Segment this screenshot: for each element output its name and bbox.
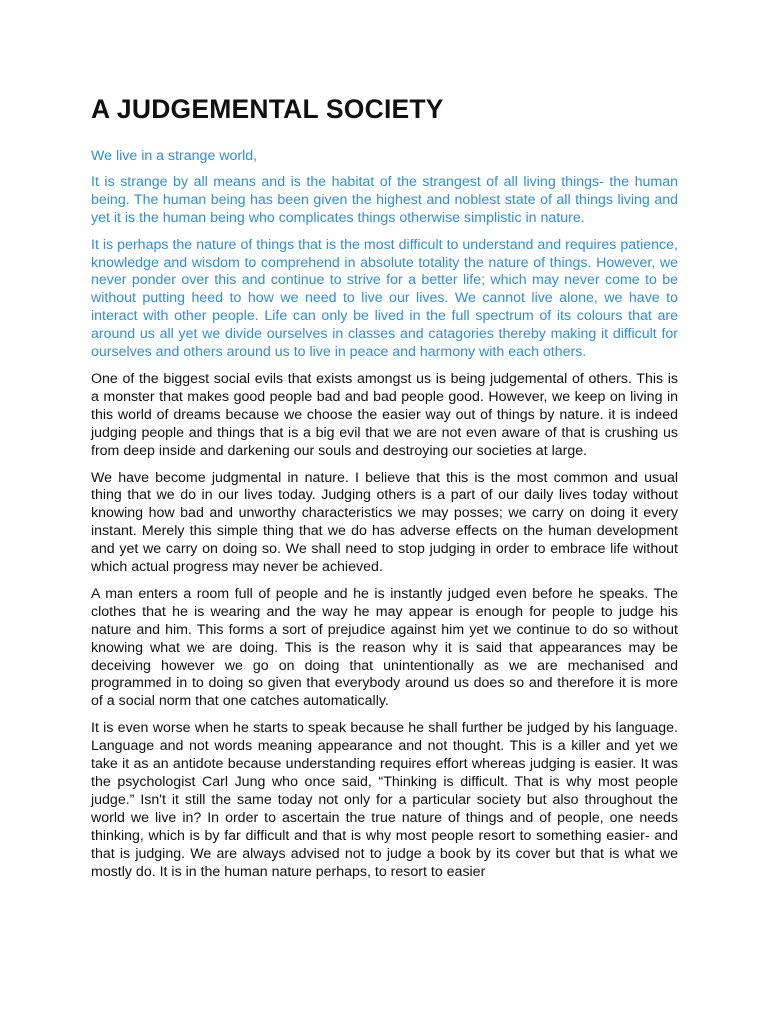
paragraph-social-evils: One of the biggest social evils that exists amongst us is being judgemental of others. This is a monster that makes good people bad and bad people good. However, we keep on living in this world of dreams because we choose the easier way out of things by nature. it is indeed judging people and things that is a big evil that we are not even aware of that is crushing us from deep inside and darkening our souls and destroying our societies at large. bbox=[91, 370, 678, 459]
document-title: A JUDGEMENTAL SOCIETY bbox=[91, 94, 444, 124]
paragraph-man-enters-room: A man enters a room full of people and he is instantly judged even before he speaks. The clothes that he is wearing and the way he may appear is enough for people to judge his nature and him. This forms a sort of prejudice against him yet we continue to do so without knowing what we are doing. This is the reason why it is said that appearances may be deceiving however we go on doing that unintentionally as we are mechanised and programmed in to doing so given that everybody around us does so and therefore it is more of a social norm that one catches automatically. bbox=[91, 585, 678, 710]
paragraph-language-judgement: It is even worse when he starts to speak because he shall further be judged by his language. Language and not words meaning appearance and not thought. This is a killer and yet we take it as an antidote because understanding requires effort whereas judging is easier. It was the psychologist Carl Jung who once said, “Thinking is difficult. That is why most people judge.” Isn't it still the same today not only for a particular society but also throughout the world we live in? In order to ascertain the true nature of things and of people, one needs thinking, which is by far difficult and that is why most people resort to something easier- and that is judging. We are always advised not to judge a book by its cover but that is what we mostly do. It is in the human nature perhaps, to resort to easier bbox=[91, 720, 678, 880]
paragraph-nature-of-things: It is perhaps the nature of things that is the most difficult to understand and requires patience, knowledge and wisdom to comprehend in absolute totality the nature of things. However, we never ponder over this and continue to strive for a better life; which may never come to be without putting heed to how we need to live our lives. We cannot live alone, we have to interact with other people. Life can only be lived in the full spectrum of its colours that are around us all yet we divide ourselves in classes and catagories thereby making it difficult for ourselves and others around us to live in peace and harmony with each others. bbox=[91, 236, 678, 361]
paragraph-intro-line: We live in a strange world, bbox=[91, 148, 258, 164]
document-page bbox=[91, 92, 678, 890]
paragraph-judgmental-nature: We have become judgmental in nature. I believe that this is the most common and usual thing that we do in our lives today. Judging others is a part of our daily lives today without knowing how bad and unworthy characteristics we may posses; we carry on doing it every instant. Merely this simple thing that we do has adverse effects on the human development and yet we carry on doing so. We shall need to stop judging in order to embrace life without which actual progress may never be achieved. bbox=[91, 469, 678, 576]
paragraph-strange-world: It is strange by all means and is the habitat of the strangest of all living things- the human being. The human being has been given the highest and noblest state of all things living and yet it is the human being who complicates things otherwise simplistic in nature. bbox=[91, 173, 678, 226]
